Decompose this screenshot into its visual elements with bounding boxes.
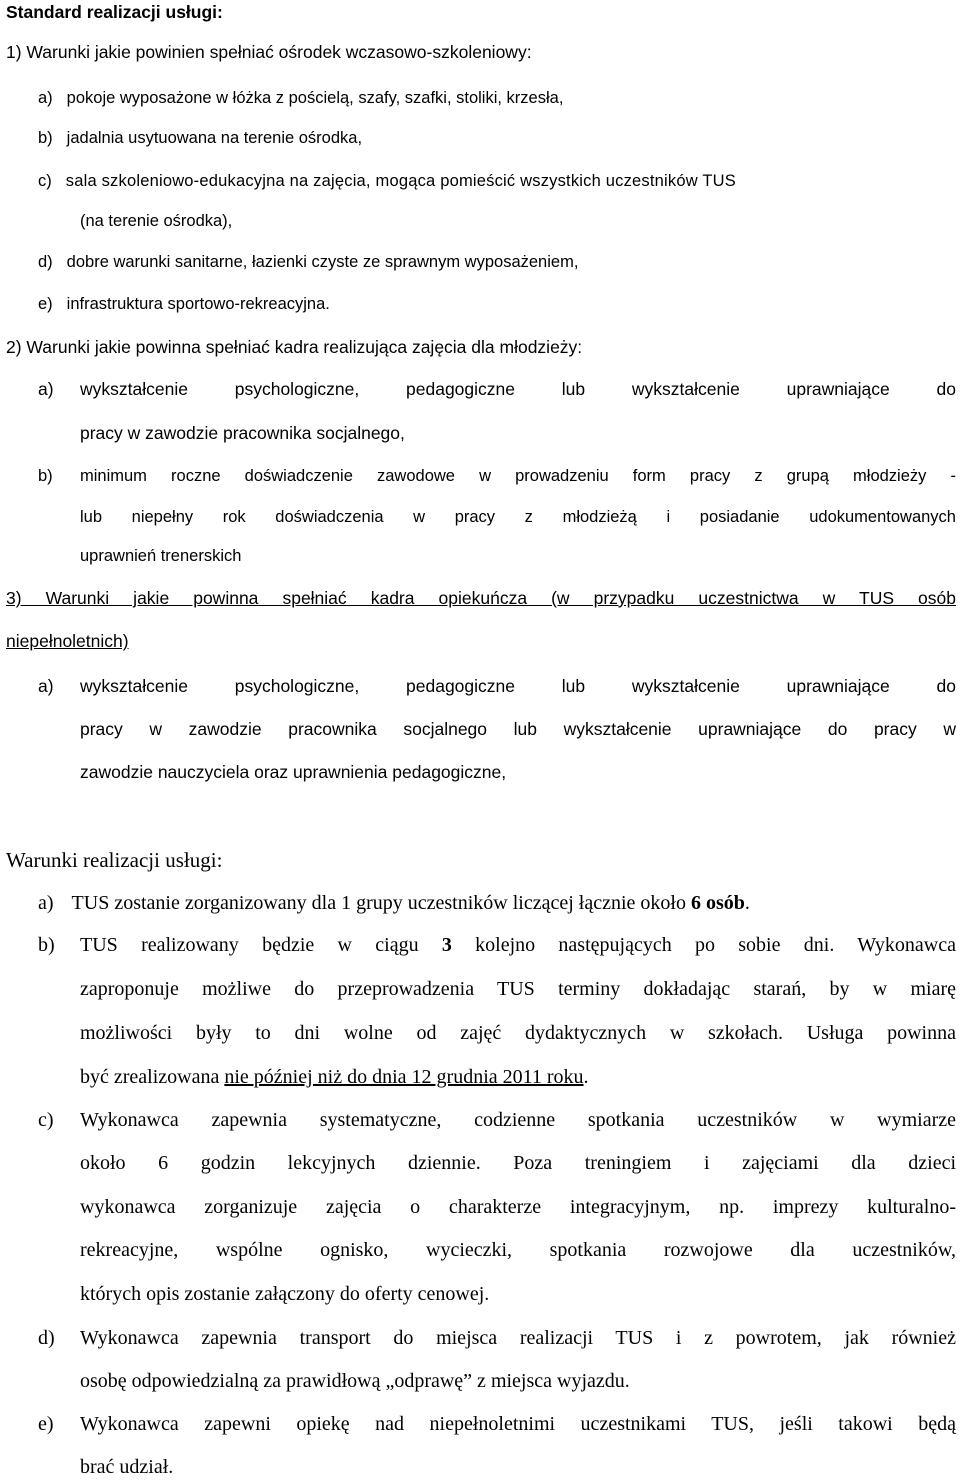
list-label: b) [38, 934, 55, 956]
list-label: e) [38, 1413, 54, 1435]
w-e-line2: brać udział. [80, 1456, 174, 1478]
s2-b-line3: uprawnień trenerskich [80, 547, 242, 565]
w-b-bold: 3 [441, 934, 452, 956]
list-label: b) [38, 467, 53, 485]
w-d-line2: osobę odpowiedzialną za prawidłową „odprawę” z miejsca wyjazdu. [80, 1370, 630, 1392]
list-label: a) [38, 892, 54, 914]
w-item-c [38, 1109, 956, 1132]
w-a-bold: 6 osób [690, 892, 745, 914]
w-b4-post: . [583, 1066, 589, 1088]
list-label: c) [38, 172, 52, 190]
s1-d-text: dobre warunki sanitarne, łazienki czyste ze sprawnym wyposażeniem, [66, 253, 579, 271]
list-label: d) [38, 253, 53, 271]
w-c-text: Wykonawca zapewnia systematyczne, codzienne spotkania uczestników w wymiarze [80, 1109, 956, 1131]
s2-heading: 2) Warunki jakie powinna spełniać kadra realizująca zajęcia dla młodzieży: [6, 337, 583, 357]
s1-item-b [38, 129, 362, 148]
list-label: a) [38, 676, 54, 696]
s3-a-text: wykształcenie psychologiczne, pedagogiczne lub wykształcenie uprawniające do [80, 676, 956, 696]
w-e-text: Wykonawca zapewni opiekę nad niepełnoletnimi uczestnikami TUS, jeśli takowi będą [80, 1413, 956, 1435]
w-item-e [38, 1413, 956, 1436]
s1-heading: 1) Warunki jakie powinien spełniać ośrodek wczasowo-szkoleniowy: [6, 42, 532, 62]
s3-heading: 3) Warunki jakie powinna spełniać kadra opiekuńcza (w przypadku uczestnictwa w TUS osób [6, 588, 956, 608]
list-label: c) [38, 1109, 54, 1131]
w-b-line1 [80, 934, 956, 957]
s2-b-text: minimum roczne doświadczenie zawodowe w prowadzeniu form pracy z grupą młodzieży - [80, 467, 956, 485]
s1-c-line2: (na terenie ośrodka), [80, 212, 233, 230]
list-label: d) [38, 1327, 55, 1349]
w-item-a [38, 892, 750, 915]
s3-heading-line2: niepełnoletnich) [6, 631, 129, 651]
w-c-line3: wykonawca zorganizuje zajęcia o charakterze integracyjnym, np. imprezy kulturalno- [80, 1196, 956, 1218]
s1-item-d [38, 253, 578, 272]
w-c-line4: rekreacyjne, wspólne ognisko, wycieczki, spotkania rozwojowe dla uczestników, [80, 1239, 956, 1261]
s1-e-text: infrastruktura sportowo-rekreacyjna. [66, 295, 330, 313]
w-item-d [38, 1327, 956, 1350]
s1-item-e [38, 295, 330, 314]
s2-a-text: wykształcenie psychologiczne, pedagogiczne lub wykształcenie uprawniające do [80, 379, 956, 399]
section-title-warunki: Warunki realizacji usługi: [6, 848, 223, 872]
w-b-line4 [80, 1066, 589, 1089]
s1-b-text: jadalnia usytuowana na terenie ośrodka, [66, 129, 363, 147]
s1-item-c [38, 172, 736, 191]
w-b4-deadline: nie później niż do dnia 12 grudnia 2011 roku [224, 1066, 584, 1088]
s3-a-line2: pracy w zawodzie pracownika socjalnego lub wykształcenie uprawniające do pracy w [80, 719, 956, 739]
s1-item-a [38, 89, 563, 108]
list-label: b) [38, 129, 53, 147]
s2-item-a [38, 379, 956, 400]
s1-a-text: pokoje wyposażone w łóżka z pościelą, szafy, szafki, stoliki, krzesła, [66, 89, 564, 107]
list-label: a) [38, 379, 54, 399]
list-label: a) [38, 89, 53, 107]
w-a-text: TUS zostanie zorganizowany dla 1 grupy uczestników liczącej łącznie około [71, 892, 691, 914]
s2-item-b [38, 467, 956, 486]
w-b4-pre: być zrealizowana [80, 1066, 225, 1088]
s3-a-line3: zawodzie nauczyciela oraz uprawnienia pedagogiczne, [80, 762, 507, 782]
list-label: e) [38, 295, 53, 313]
s2-b-line2: lub niepełny rok doświadczenia w pracy z młodzieżą i posiadanie udokumentowanych [80, 508, 956, 526]
w-d-text: Wykonawca zapewnia transport do miejsca realizacji TUS i z powrotem, jak również [80, 1327, 956, 1349]
w-c-line2: około 6 godzin lekcyjnych dziennie. Poza treningiem i zajęciami dla dzieci [80, 1152, 956, 1174]
w-b-pre: TUS realizowany będzie w ciągu [80, 934, 442, 956]
w-c-line5: których opis zostanie załączony do oferty cenowej. [80, 1283, 490, 1305]
w-b-line2: zaproponuje możliwe do przeprowadzenia TUS terminy dokładając starań, by w miarę [80, 978, 956, 1000]
w-b-line3: możliwości były to dni wolne od zajęć dydaktycznych w szkołach. Usługa powinna [80, 1022, 956, 1044]
w-item-b [38, 934, 956, 957]
s1-c-text: sala szkoleniowo-edukacyjna na zajęcia, mogąca pomieścić wszystkich uczestników TUS [65, 172, 736, 190]
w-a-post: . [744, 892, 750, 914]
w-b-post: kolejno następujących po sobie dni. Wykonawca [451, 934, 957, 956]
section-title-standard: Standard realizacji usługi: [6, 2, 223, 22]
s3-item-a [38, 676, 956, 697]
s2-a-line2: pracy w zawodzie pracownika socjalnego, [80, 423, 405, 443]
